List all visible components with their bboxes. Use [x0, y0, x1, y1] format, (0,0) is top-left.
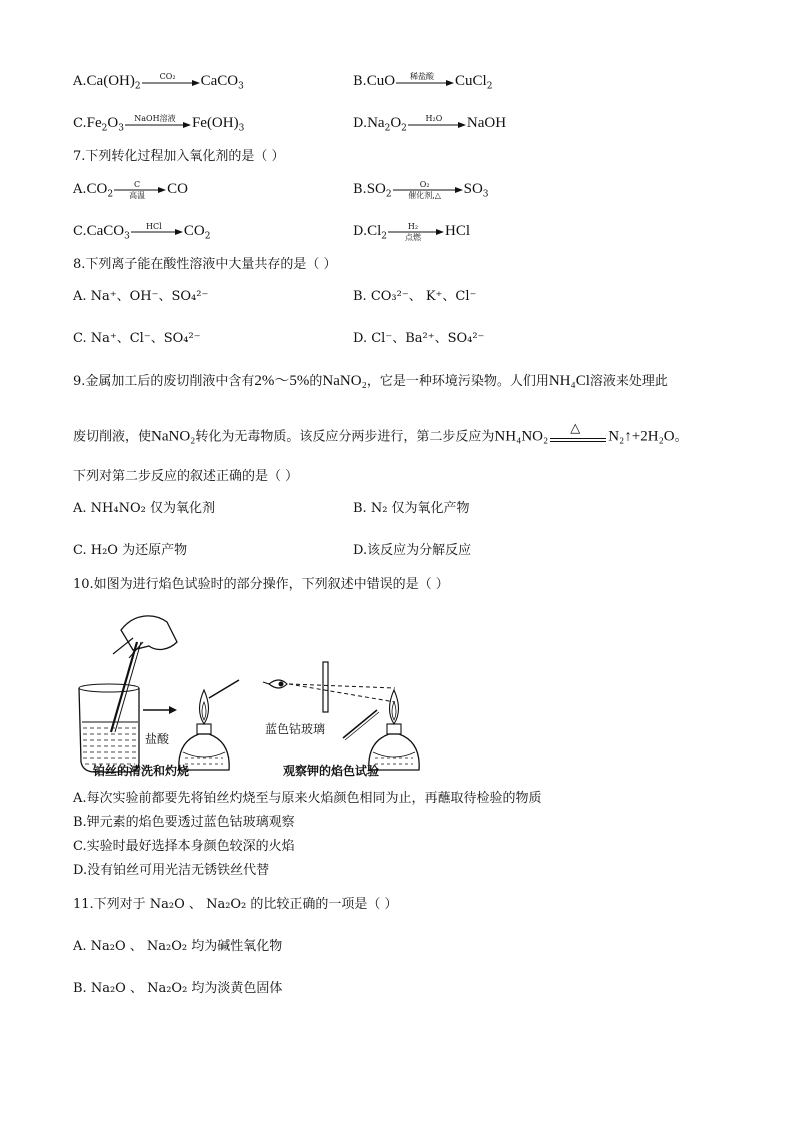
q9-option-b: B. N₂ 仅为氧化产物 — [353, 501, 470, 516]
q9-line-1: 9.金属加工后的废切削液中含有2%～5%的NaNO₂，它是一种环境污染物。人们用NH₄Cl溶液来处理此 — [73, 373, 668, 389]
heat-equals-sign: △ — [548, 426, 608, 448]
q9-option-c: C. H₂O 为还原产物 — [73, 543, 188, 558]
q11-stem: 11.下列对于 Na₂O 、 Na₂O₂ 的比较正确的一项是（ ） — [73, 897, 398, 912]
q6-option-a: $A.Ca(OH)_2$ CO₂ CaCO$_3$ — [73, 71, 244, 92]
q10-option-c: C.实验时最好选择本身颜色较深的火焰 — [73, 839, 295, 854]
q6-option-c: $C.Fe_2O_3$ NaOH溶液 $Fe(OH)_3$ — [73, 113, 245, 134]
q8-option-c: C. Na⁺、Cl⁻、SO₄²⁻ — [73, 331, 201, 346]
label-hydrochloric-acid: 盐酸 — [145, 732, 170, 746]
q9-option-a: A. NH₄NO₂ 仅为氧化剂 — [73, 501, 215, 516]
q9-line-2: 废切削液，使NaNO₂转化为无毒物质。该反应分两步进行，第二步反应为NH₄NO₂ △ N₂↑+2H₂O。 — [73, 426, 688, 448]
q10-option-b: B.钾元素的焰色要透过蓝色钴玻璃观察 — [73, 815, 295, 830]
q11-option-b: B. Na₂O 、 Na₂O₂ 均为淡黄色固体 — [73, 981, 283, 996]
q6-option-d: $D.Na_2O_2$ H₂O NaOH — [353, 113, 507, 134]
caption-right: 观察钾的焰色试验 — [283, 764, 380, 778]
q8-option-b: B. CO₃²⁻、 K⁺、Cl⁻ — [353, 289, 477, 304]
caption-left: 铂丝的清洗和灼烧 — [93, 764, 190, 778]
q10-option-d: D.没有铂丝可用光洁无锈铁丝代替 — [73, 863, 270, 878]
q11-option-a: A. Na₂O 、 Na₂O₂ 均为碱性氧化物 — [73, 939, 283, 954]
q7-option-b: $B.SO_2$ O₂ 催化剂,△ $SO_3$ — [353, 179, 489, 200]
q7-option-a: $A.CO_2$ C 高温 CO — [73, 179, 188, 200]
q10-option-a: A.每次实验前都要先将铂丝灼烧至与原来火焰颜色相同为止，再蘸取待检验的物质 — [73, 791, 542, 806]
q8-option-a: A. Na⁺、OH⁻、SO₄²⁻ — [73, 289, 209, 304]
q9-stem-3: 下列对第二步反应的叙述正确的是（ ） — [73, 469, 299, 484]
q10-stem: 10.如图为进行焰色试验时的部分操作，下列叙述中错误的是（ ） — [73, 577, 449, 592]
q7-option-d: $D.Cl_2$ H₂ 点燃 HCl — [353, 221, 471, 242]
q6-option-b: B.CuO 稀盐酸 CuCl$_2$ — [353, 71, 493, 92]
q9-option-d: D.该反应为分解反应 — [353, 543, 472, 558]
q8-stem: 8.下列离子能在酸性溶液中大量共存的是（ ） — [73, 257, 337, 272]
flame-test-illustration — [73, 602, 423, 780]
label-cobalt-glass: 蓝色钴玻璃 — [265, 722, 326, 736]
q7-stem: 7.下列转化过程加入氧化剂的是（ ） — [73, 149, 285, 164]
q8-option-d: D. Cl⁻、Ba²⁺、SO₄²⁻ — [353, 331, 485, 346]
flame-test-figure — [73, 602, 423, 780]
q7-option-c: C.CaCO$_3$ HCl $CO_2$ — [73, 221, 211, 242]
